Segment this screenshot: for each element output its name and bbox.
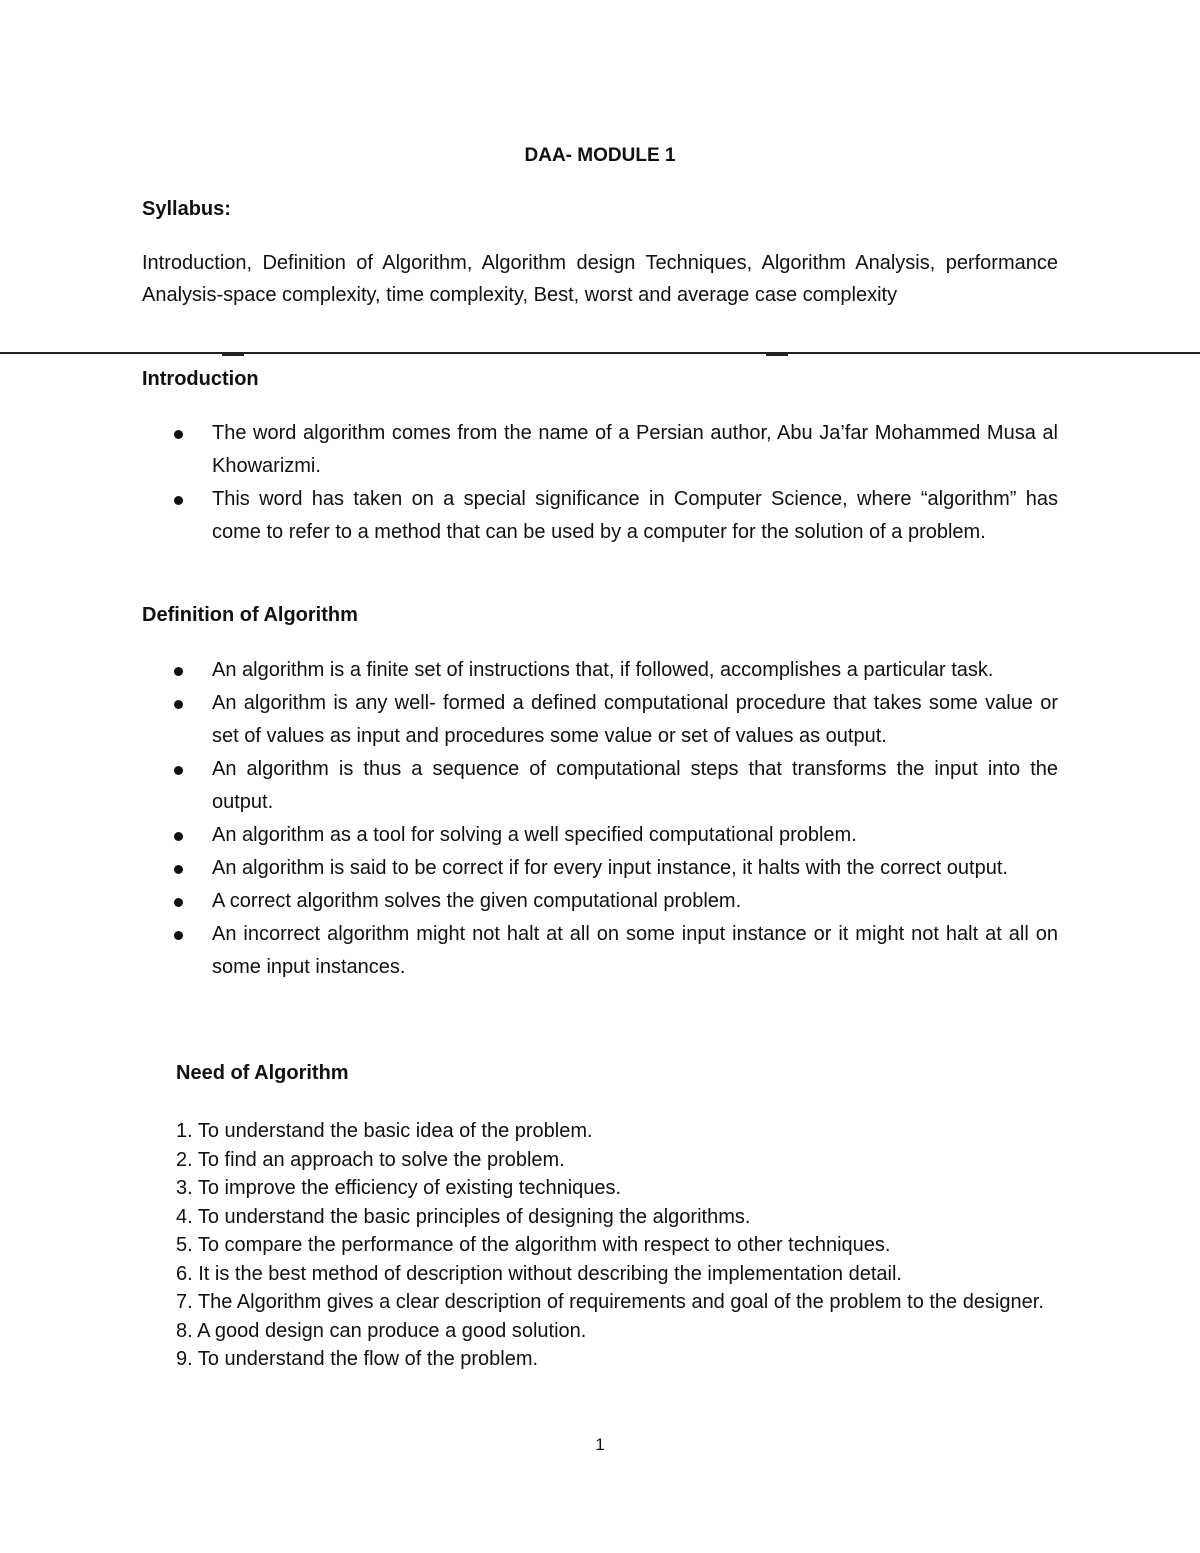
list-item bbox=[142, 918, 1058, 984]
introduction-list bbox=[142, 417, 1058, 549]
syllabus-label: Syllabus: bbox=[142, 198, 231, 220]
list-item-text: An algorithm as a tool for solving a well specified computational problem. bbox=[212, 824, 857, 846]
list-item bbox=[142, 417, 1058, 483]
list-item-text: A correct algorithm solves the given computational problem. bbox=[212, 890, 742, 912]
list-item-text: The word algorithm comes from the name of a Persian author, Abu Ja’far Mohammed Musa al Khowarizmi. bbox=[212, 422, 1058, 477]
list-item: 2. To find an approach to solve the problem. bbox=[176, 1148, 565, 1171]
bullet-icon bbox=[174, 766, 183, 775]
list-item: 3. To improve the efficiency of existing techniques. bbox=[176, 1177, 622, 1199]
list-item-text: An algorithm is a finite set of instructions that, if followed, accomplishes a particular task. bbox=[212, 659, 994, 681]
list-item: 1. To understand the basic idea of the problem. bbox=[176, 1120, 593, 1142]
syllabus-text: Introduction, Definition of Algorithm, Algorithm design Techniques, Algorithm Analysis, performance Analysis-space complexity, time complexity, Best, worst and average case complexity bbox=[142, 252, 1058, 306]
bullet-icon bbox=[174, 931, 183, 940]
list-item: 6. It is the best method of description without describing the implementation detail. bbox=[176, 1262, 902, 1285]
list-item: 4. To understand the basic principles of designing the algorithms. bbox=[176, 1205, 751, 1228]
bullet-icon bbox=[174, 898, 183, 907]
list-item: 5. To compare the performance of the algorithm with respect to other techniques. bbox=[176, 1234, 891, 1256]
list-item bbox=[142, 654, 1058, 687]
list-item-text: An algorithm is said to be correct if for every input instance, it halts with the correct output. bbox=[212, 857, 1008, 879]
rule-tick-right bbox=[766, 354, 788, 356]
definition-list bbox=[142, 654, 1058, 984]
list-item: 9. To understand the flow of the problem. bbox=[176, 1348, 539, 1370]
list-item bbox=[142, 819, 1058, 852]
list-item bbox=[142, 852, 1058, 885]
bullet-icon bbox=[174, 832, 183, 841]
list-item: 7. The Algorithm gives a clear description of requirements and goal of the problem to the designer. bbox=[176, 1291, 1044, 1313]
list-item-text: This word has taken on a special significance in Computer Science, where “algorithm” has come to refer to a method that can be used by a computer for the solution of a problem. bbox=[212, 488, 1058, 543]
list-item-text: An incorrect algorithm might not halt at all on some input instance or it might not halt at all on some input instances. bbox=[212, 923, 1058, 978]
list-item bbox=[142, 885, 1058, 918]
definition-heading: Definition of Algorithm bbox=[142, 604, 358, 626]
document-title: DAA- MODULE 1 bbox=[524, 145, 676, 166]
need-list bbox=[176, 1117, 1056, 1374]
list-item bbox=[142, 483, 1058, 549]
horizontal-rule bbox=[0, 352, 1200, 354]
list-item bbox=[142, 687, 1058, 753]
bullet-icon bbox=[174, 865, 183, 874]
page-number: 1 bbox=[595, 1435, 605, 1454]
list-item-text: An algorithm is any well- formed a defined computational procedure that takes some value or set of values as input and procedures some value or set of values as output. bbox=[212, 692, 1058, 747]
list-item: 8. A good design can produce a good solution. bbox=[176, 1319, 587, 1342]
need-heading: Need of Algorithm bbox=[176, 1062, 349, 1084]
bullet-icon bbox=[174, 700, 183, 709]
rule-tick-left bbox=[222, 354, 244, 356]
introduction-heading: Introduction bbox=[142, 368, 259, 390]
bullet-icon bbox=[174, 496, 183, 505]
list-item-text: An algorithm is thus a sequence of computational steps that transforms the input into the output. bbox=[212, 758, 1058, 813]
bullet-icon bbox=[174, 667, 183, 676]
bullet-icon bbox=[174, 430, 183, 439]
list-item bbox=[142, 753, 1058, 819]
